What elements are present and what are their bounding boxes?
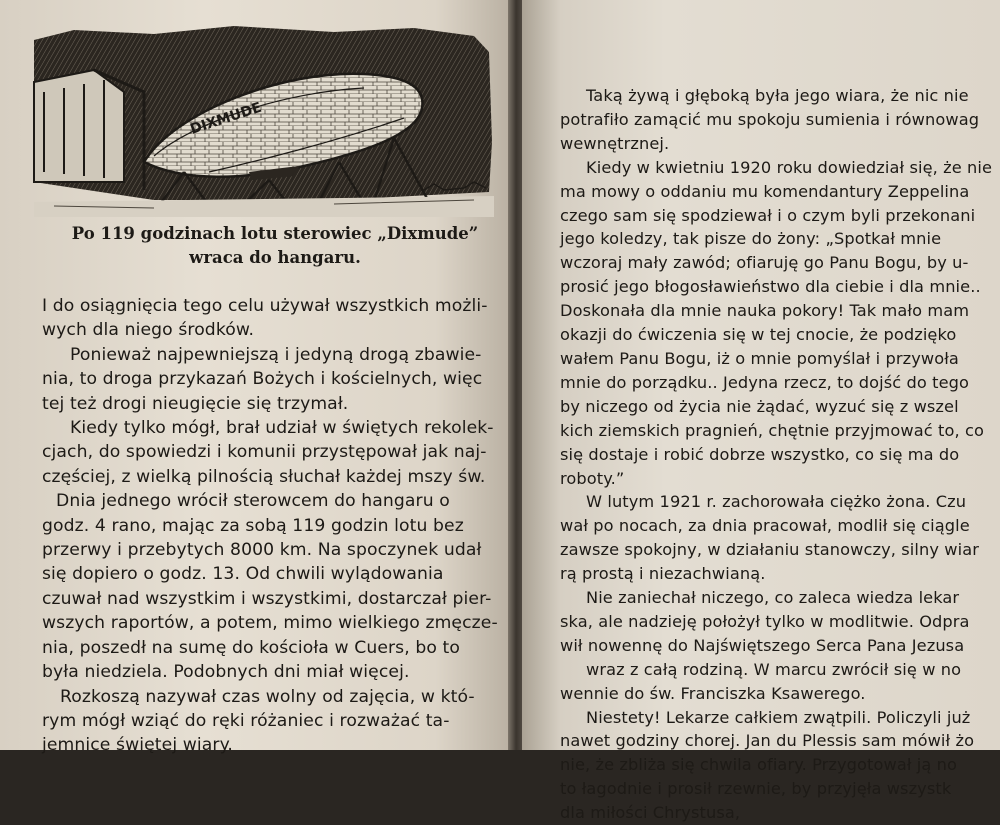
text-line: rym mógł wziąć do ręki różaniec i rozważać ta- (42, 710, 450, 731)
right-page-text (560, 84, 1000, 825)
text-line: wych dla niego środków. (42, 320, 255, 341)
text-line: wał po nocach, za dnia pracował, modlił się ciągle (560, 516, 970, 536)
text-line: Taką żywą i głęboką była jego wiara, że nic nie (586, 86, 969, 105)
text-line: była niedziela. Podobnych dni miał więcej. (42, 662, 410, 683)
text-line: roboty.” (560, 468, 625, 488)
right-page (522, 0, 1000, 823)
airship-illustration (34, 22, 494, 217)
text-line: się dopiero o godz. 13. Od chwili wylądowania (42, 564, 444, 585)
text-line: by niczego od życia nie żądać, wyzuć się z wszel (560, 396, 959, 416)
text-line: zawsze spokojny, w działaniu stanowczy, silny wiar (560, 540, 979, 560)
text-line: wewnętrznej. (560, 133, 670, 153)
text-line: Nie zaniechał niczego, co zaleca wiedza lekar (586, 588, 960, 608)
text-line: wennie do św. Franciszka Ksawerego. (560, 683, 866, 703)
text-line: jego koledzy, tak pisze do żony: „Spotkał mnie (560, 229, 942, 249)
text-line: ska, ale nadzieję położył tylko w modlitwie. Odpra (560, 611, 970, 631)
text-line: I do osiągnięcia tego celu używał wszystkich możli- (42, 296, 488, 316)
text-line: cjach, do spowiedzi i komunii przystępował jak naj- (42, 442, 487, 463)
text-line: okazji do ćwiczenia się w tej cnocie, że podzięko (560, 325, 957, 345)
text-line: wczoraj mały zawód; ofiaruję go Panu Bogu, by u- (560, 253, 969, 273)
caption-line-1: Po 119 godzinach lotu sterowiec „Dixmude” (71, 224, 479, 243)
illustration-caption (60, 222, 490, 270)
text-line: wraz z całą rodziną. W marcu zwrócił się w no (586, 659, 962, 679)
text-line: ma mowy o oddaniu mu komendantury Zeppelina (560, 181, 970, 201)
text-line: Rozkoszą nazywał czas wolny od zajęcia, w któ- (60, 686, 475, 707)
text-line: Kiedy w kwietniu 1920 roku dowiedział się, że nie (586, 157, 993, 177)
text-line: godz. 4 rano, mając za sobą 119 godzin lotu bez (42, 515, 464, 536)
caption-line-2: wraca do hangaru. (189, 248, 361, 267)
text-line: to łagodnie i prosił rzewnie, by przyjęła wszystk (560, 779, 952, 799)
left-page (0, 0, 512, 756)
text-line: Ponieważ najpewniejszą i jedyną drogą zbawie- (70, 344, 482, 365)
text-line: Doskonała dla mnie nauka pokory! Tak mało mam (560, 301, 970, 321)
text-line: wił nowennę do Najświętszego Serca Pana Jezusa (560, 635, 965, 655)
text-line: wałem Panu Bogu, iż o mnie pomyślał i przywoła (560, 348, 959, 368)
text-line: nia, to droga przykazań Bożych i kościelnych, więc (42, 369, 483, 390)
text-line: wszych raportów, a potem, mimo wielkiego zmęcze- (42, 613, 498, 634)
text-line: przerwy i przebytych 8000 km. Na spoczynek udał (42, 540, 482, 561)
text-line: dla miłości Chrystusa, (560, 803, 741, 823)
text-line: nie, że zbliża się chwila ofiary. Przygotował ją no (560, 755, 958, 775)
text-line: nia, poszedł na sumę do kościoła w Cuers, bo to (42, 637, 460, 658)
text-line: Dnia jednego wrócił sterowcem do hangaru o (56, 491, 450, 512)
text-line: W lutym 1921 r. zachorowała ciężko żona. Czu (586, 492, 967, 512)
left-page-text (42, 294, 502, 758)
text-line: czuwał nad wszystkim i wszystkimi, dostarczał pier- (42, 588, 492, 609)
text-line: się dostaje i robić dobrze wszystko, co się ma do (560, 444, 960, 464)
airship-name: DIXMUDE (188, 99, 264, 138)
text-line: nawet godziny chorej. Jan du Plessis sam mówił żo (560, 731, 975, 751)
text-line: kich ziemskich pragnień, chętnie przyjmować to, co (560, 420, 984, 440)
text-line: Kiedy tylko mógł, brał udział w świętych rekolek- (70, 418, 494, 439)
text-line: prosić jego błogosławieństwo dla ciebie i dla mnie.. (560, 277, 981, 297)
text-line: czego sam się spodziewał i o czym byli przekonani (560, 205, 976, 225)
text-line: rą prostą i niezachwianą. (560, 564, 766, 584)
text-line: tej też drogi nieugięcie się trzymał. (42, 393, 349, 414)
text-line: jemnice świętej wiary. (42, 735, 233, 756)
text-line: potrafiło zamącić mu spokoju sumienia i równowag (560, 109, 980, 129)
text-line: mnie do porządku.. Jedyna rzecz, to dojść do tego (560, 372, 970, 392)
text-line: Niestety! Lekarze całkiem zwątpili. Policzyli już (586, 707, 971, 727)
text-line: częściej, z wielką pilnością słuchał każdej mszy św. (42, 466, 486, 487)
